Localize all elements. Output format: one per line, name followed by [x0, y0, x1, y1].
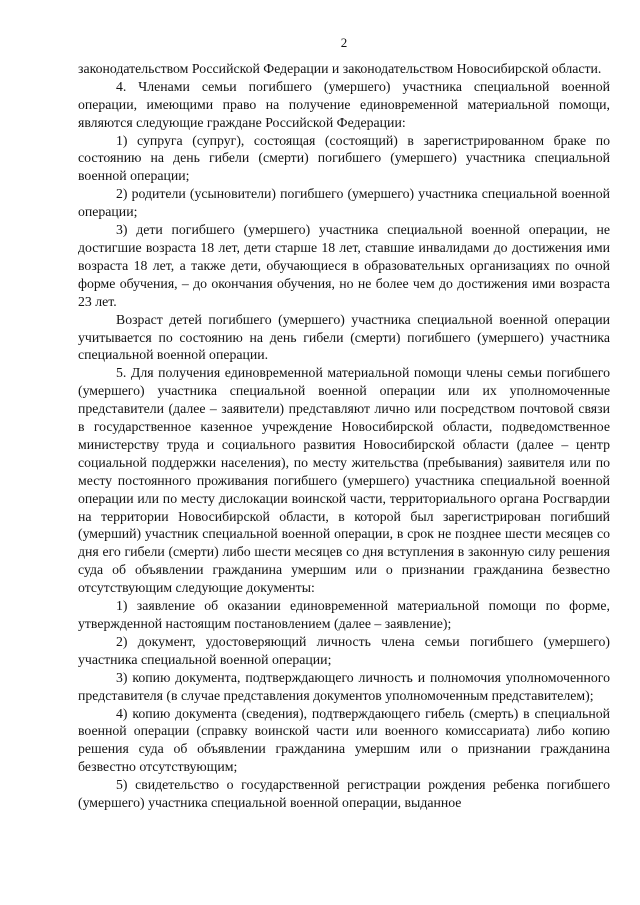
- paragraph-item-5: 5. Для получения единовременной материальной помощи члены семьи погибшего (умершего) участника специальной военной операции или их уполномоченные представители (далее – заявители) представляют лично или посредством почтовой связи в государственное казенное учреждение Новосибирской области, подведомственное министерству труда и социального развития Новосибирской области (далее – центр социальной поддержки населения), по месту жительства (пребывания) заявителя или по месту постоянного проживания погибшего (умершего) участника специальной военной операции или по месту дислокации воинской части, территориального органа Росгвардии на территории Новосибирской области, в которой был зарегистрирован погибший (умерший) участник специальной военной операции, в срок не позднее шести месяцев со дня его гибели (смерти) либо шести месяцев со дня вступления в законную силу решения суда об объявлении гражданина умершим или о признании гражданина безвестно отсутствующим следующие документы:: [78, 365, 610, 596]
- paragraph-doc-1-application: 1) заявление об оказании единовременной материальной помощи по форме, утвержденной настоящим постановлением (далее – заявление);: [78, 598, 610, 631]
- paragraph-doc-2-identity: 2) документ, удостоверяющий личность члена семьи погибшего (умершего) участника специальной военной операции;: [78, 633, 610, 667]
- paragraph-item-4: 4. Членами семьи погибшего (умершего) участника специальной военной операции, имеющими право на получение единовременной материальной помощи, являются следующие граждане Российской Федерации:: [78, 78, 610, 130]
- paragraph-doc-3-representative: 3) копию документа, подтверждающего личность и полномочия уполномоченного представителя (в случае представления документов уполномоченным представителем);: [78, 669, 610, 703]
- paragraph-doc-4-death-proof: 4) копию документа (сведения), подтверждающего гибель (смерть) в специальной военной операции (справку воинской части или военного комиссариата) либо копию решения суда об объявлении гражданина умершим или о признании гражданина безвестно отсутствующим;: [78, 705, 610, 775]
- page-number: 2: [340, 35, 348, 50]
- paragraph-subitem-3-children: 3) дети погибшего (умершего) участника специальной военной операции, не достигшие возраста 18 лет, дети старше 18 лет, ставшие инвалидами до достижения ими возраста 18 лет, а также дети, обучающиеся в образовательных организациях по очной форме обучения, – до окончания обучения, но не более чем до достижения ими возраста 23 лет.: [78, 222, 610, 309]
- paragraph-subitem-2-parents: 2) родители (усыновители) погибшего (умершего) участника специальной военной операции;: [78, 186, 610, 220]
- paragraph-subitem-1-spouse: 1) супруга (супруг), состоящая (состоящий) в зарегистрированном браке по состоянию на день гибели (смерти) погибшего (умершего) участника специальной военной операции;: [78, 132, 610, 184]
- paragraph-children-age: Возраст детей погибшего (умершего) участника специальной военной операции учитывается по состоянию на день гибели (смерти) погибшего (умершего) участника специальной военной операции.: [78, 311, 610, 363]
- paragraph-continuation: законодательством Российской Федерации и законодательством Новосибирской области.: [78, 60, 602, 76]
- paragraph-doc-5-birth-certificate: 5) свидетельство о государственной регистрации рождения ребенка погибшего (умершего) участника специальной военной операции, выданное: [78, 777, 610, 811]
